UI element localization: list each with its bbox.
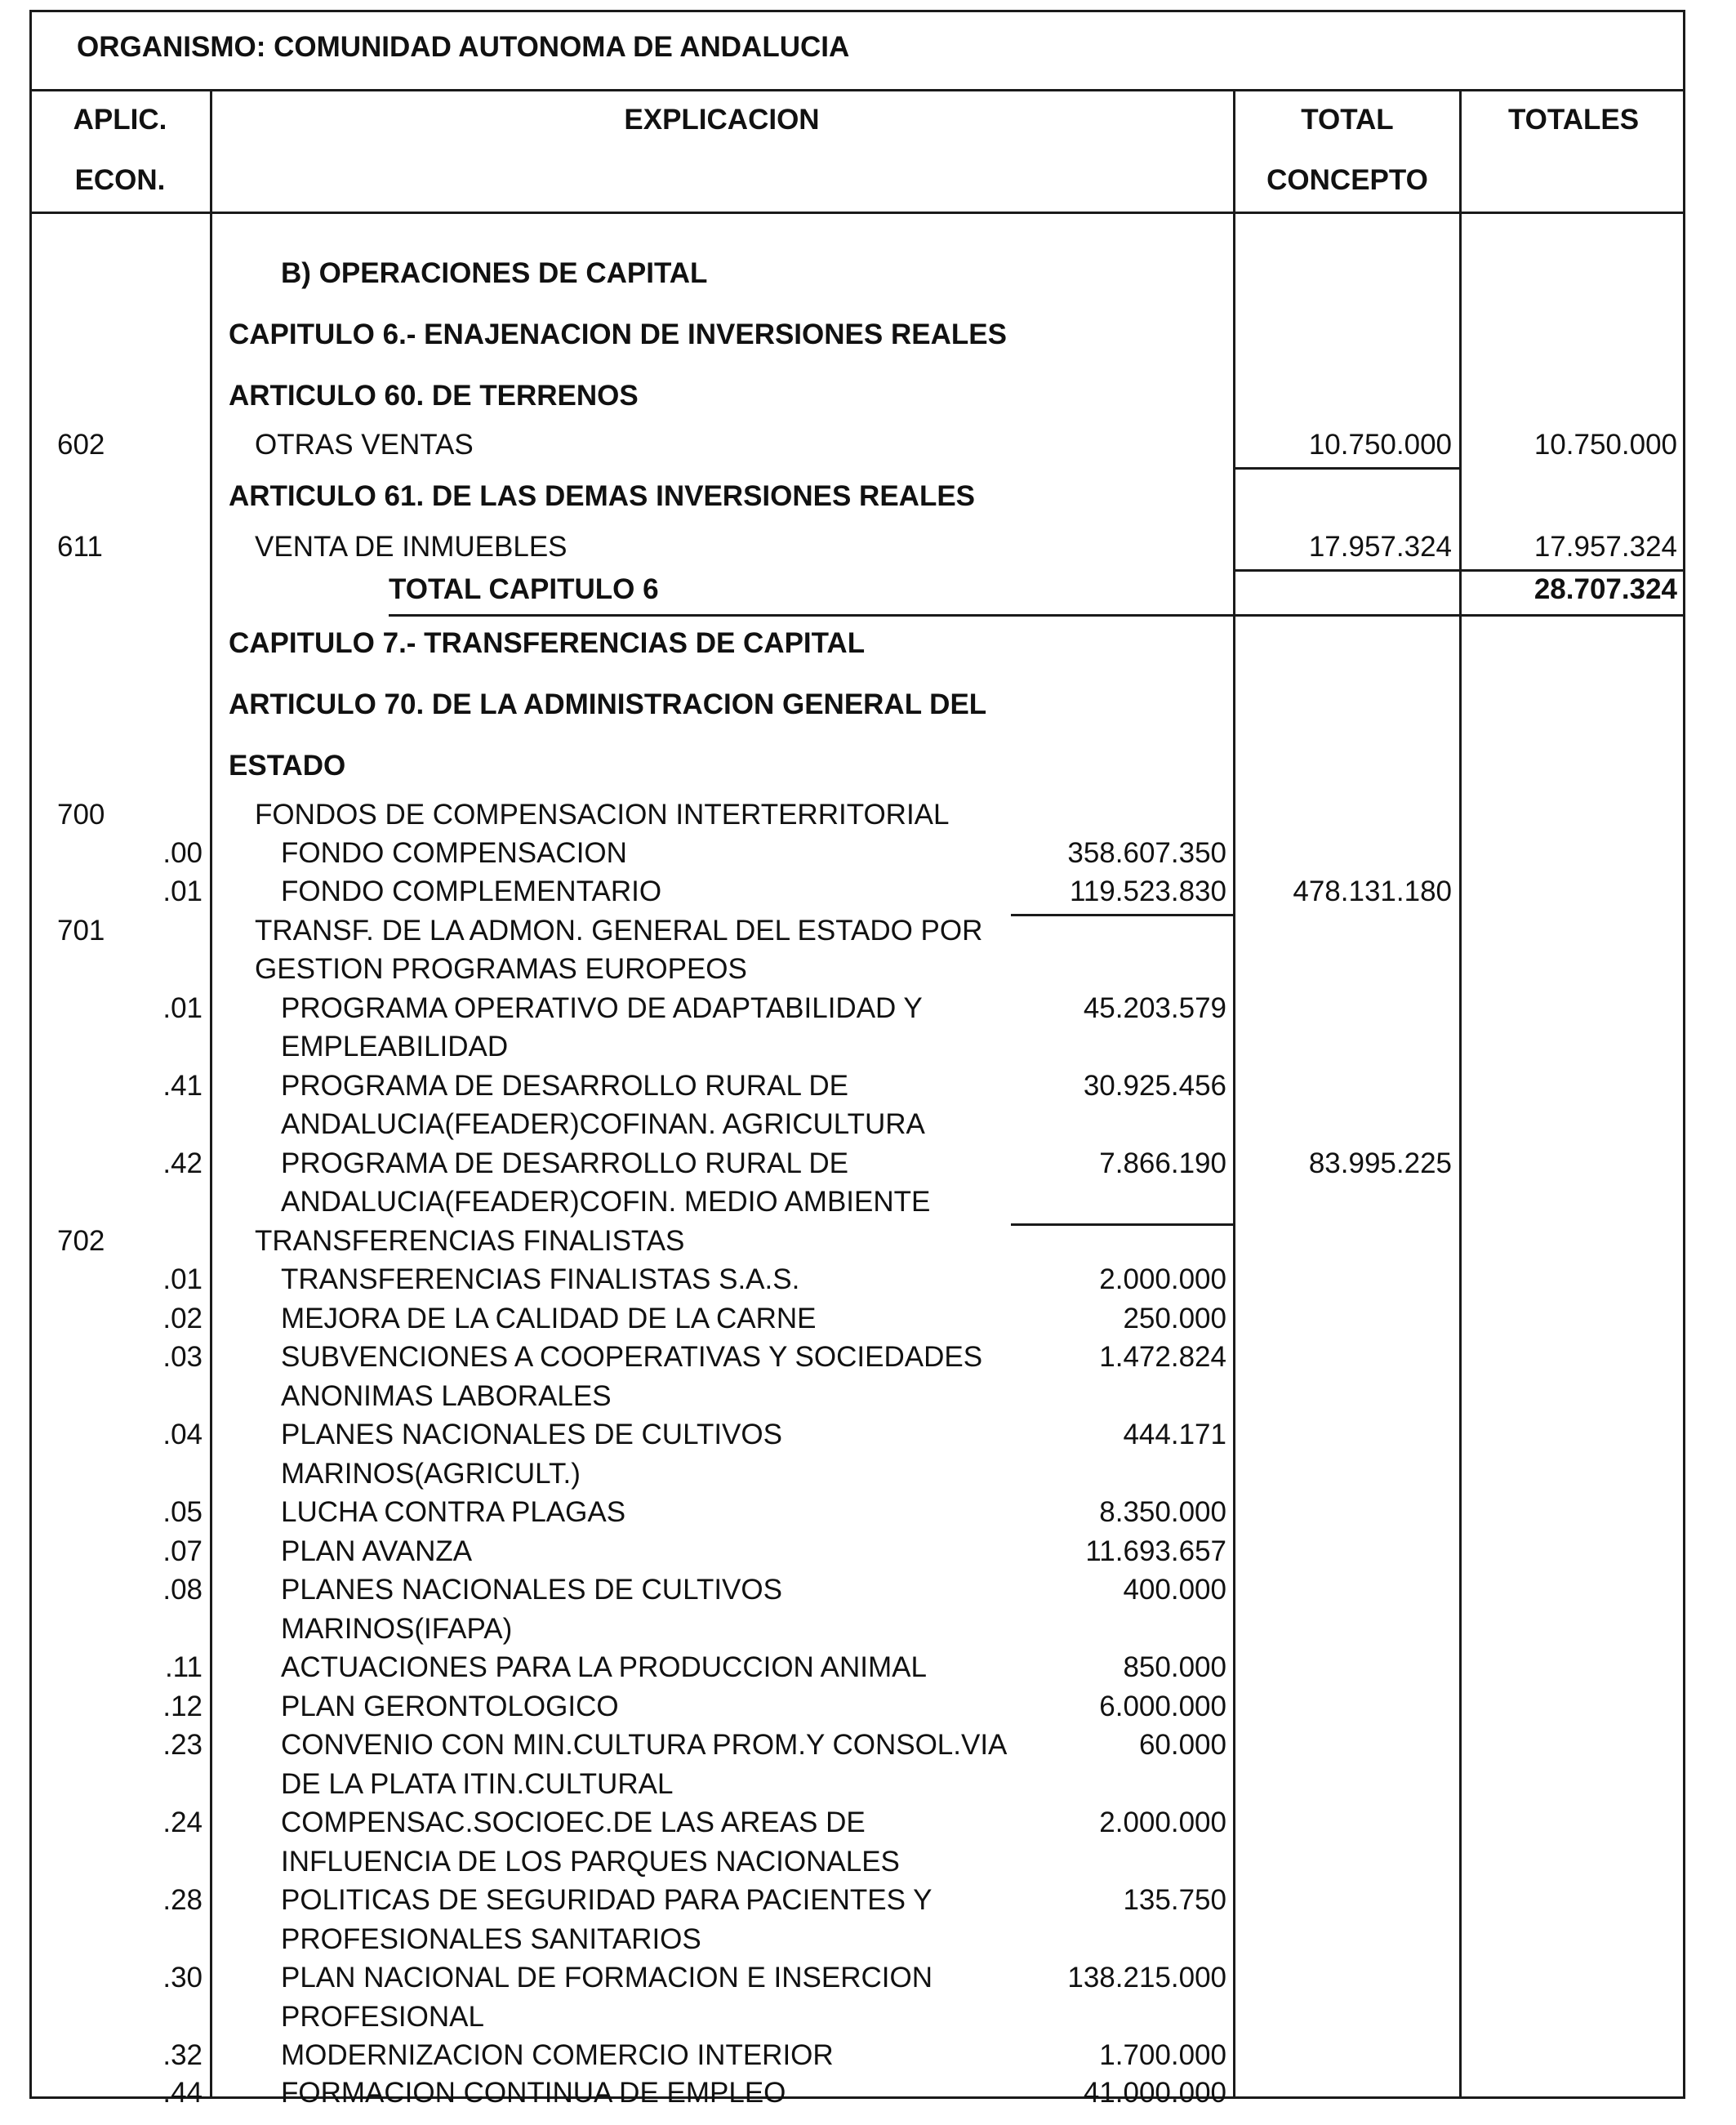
row-subcode: .05 <box>162 1496 203 1528</box>
row-subamount: 2.000.000 <box>1099 1806 1226 1838</box>
row-subamount: 119.523.830 <box>1069 875 1226 907</box>
row-subcode: .08 <box>162 1574 203 1606</box>
row-subamount: 135.750 <box>1123 1884 1226 1916</box>
row-label: ACTUACIONES PARA LA PRODUCCION ANIMAL <box>281 1651 927 1683</box>
row-subcode: .01 <box>162 992 203 1024</box>
row-code: 701 <box>57 915 105 947</box>
row-subcode: .04 <box>162 1419 203 1450</box>
row-label-cont: MARINOS(IFAPA) <box>281 1613 513 1645</box>
row-subamount: 250.000 <box>1123 1303 1226 1334</box>
row-label: PLAN GERONTOLOGICO <box>281 1691 619 1722</box>
row-label-cont: GESTION PROGRAMAS EUROPEOS <box>255 953 747 985</box>
article-heading: ARTICULO 61. DE LAS DEMAS INVERSIONES REALES <box>229 480 976 512</box>
row-concept-total: 478.131.180 <box>1293 875 1452 907</box>
col-divider-aplic <box>210 89 212 2099</box>
row-subcode: .11 <box>164 1651 203 1683</box>
row-subcode: .24 <box>162 1806 203 1838</box>
row-subcode: .02 <box>162 1303 203 1334</box>
row-subamount: 7.866.190 <box>1099 1147 1226 1179</box>
section-heading: B) OPERACIONES DE CAPITAL <box>281 257 708 289</box>
row-subcode: .30 <box>162 1962 203 1994</box>
subtotal-rule <box>1011 914 1233 916</box>
row-label: PLANES NACIONALES DE CULTIVOS <box>281 1419 782 1450</box>
row-label: MEJORA DE LA CALIDAD DE LA CARNE <box>281 1303 817 1334</box>
row-subamount: 400.000 <box>1123 1574 1226 1606</box>
row-subamount: 41.000.000 <box>1083 2077 1226 2109</box>
col-header-total-line1: TOTAL <box>1301 104 1394 136</box>
row-concept-total: 83.995.225 <box>1308 1147 1452 1179</box>
chapter-heading: CAPITULO 6.- ENAJENACION DE INVERSIONES REALES <box>229 319 1007 350</box>
row-subcode: .28 <box>162 1884 203 1916</box>
row-label: PLAN NACIONAL DE FORMACION E INSERCION <box>281 1962 933 1994</box>
chapter-total-rule <box>389 614 1685 617</box>
row-subamount: 2.000.000 <box>1099 1263 1226 1295</box>
row-subamount: 1.700.000 <box>1099 2039 1226 2071</box>
row-label: SUBVENCIONES A COOPERATIVAS Y SOCIEDADES <box>281 1341 983 1373</box>
subtotal-rule <box>1011 1223 1233 1226</box>
col-divider-total <box>1459 89 1462 2099</box>
row-label-cont: PROFESIONAL <box>281 2001 484 2033</box>
row-label: PLANES NACIONALES DE CULTIVOS <box>281 1574 782 1606</box>
col-header-total-line2: CONCEPTO <box>1266 164 1428 196</box>
row-label: TRANSF. DE LA ADMON. GENERAL DEL ESTADO POR <box>255 915 983 947</box>
col-header-aplic-line1: APLIC. <box>73 104 167 136</box>
row-subamount: 8.350.000 <box>1099 1496 1226 1528</box>
subtotal-rule <box>1235 467 1460 470</box>
row-label: FONDO COMPENSACION <box>281 837 627 869</box>
row-subamount: 6.000.000 <box>1099 1691 1226 1722</box>
row-code: 611 <box>57 531 103 563</box>
row-grand-total: 17.957.324 <box>1533 531 1677 563</box>
chapter-total-label: TOTAL CAPITULO 6 <box>389 573 659 605</box>
row-grand-total: 10.750.000 <box>1533 429 1677 461</box>
col-divider-explicacion <box>1233 89 1235 2099</box>
row-label-cont: INFLUENCIA DE LOS PARQUES NACIONALES <box>281 1846 900 1878</box>
column-header-divider <box>29 212 1685 214</box>
row-subcode: .12 <box>162 1691 203 1722</box>
row-subcode: .23 <box>162 1729 203 1761</box>
row-code: 602 <box>57 429 105 461</box>
row-label: FORMACION CONTINUA DE EMPLEO <box>281 2077 786 2109</box>
chapter-heading: CAPITULO 7.- TRANSFERENCIAS DE CAPITAL <box>229 627 866 659</box>
row-subcode: .44 <box>162 2077 203 2109</box>
article-heading-cont: ESTADO <box>229 750 346 782</box>
col-header-totales: TOTALES <box>1507 104 1640 136</box>
row-label-cont: EMPLEABILIDAD <box>281 1031 509 1062</box>
row-label-cont: ANDALUCIA(FEADER)COFINAN. AGRICULTURA <box>281 1108 925 1140</box>
row-subamount: 1.472.824 <box>1099 1341 1226 1373</box>
row-subcode: .32 <box>162 2039 203 2071</box>
row-subamount: 11.693.657 <box>1085 1535 1226 1567</box>
article-heading: ARTICULO 60. DE TERRENOS <box>229 380 639 412</box>
col-header-aplic-line2: ECON. <box>74 164 166 196</box>
row-label: PLAN AVANZA <box>281 1535 473 1567</box>
organismo-title: ORGANISMO: COMUNIDAD AUTONOMA DE ANDALUCIA <box>77 31 850 63</box>
row-subamount: 45.203.579 <box>1083 992 1226 1024</box>
row-label-cont: ANONIMAS LABORALES <box>281 1380 612 1412</box>
header-divider <box>29 89 1685 91</box>
row-label-cont: MARINOS(AGRICULT.) <box>281 1458 581 1490</box>
row-subamount: 60.000 <box>1138 1729 1226 1761</box>
row-label: COMPENSAC.SOCIOEC.DE LAS AREAS DE <box>281 1806 866 1838</box>
row-subamount: 30.925.456 <box>1083 1070 1226 1102</box>
row-label: FONDOS DE COMPENSACION INTERTERRITORIAL <box>255 799 950 831</box>
subtotal-rule <box>1235 569 1685 572</box>
row-subamount: 358.607.350 <box>1067 837 1226 869</box>
row-label: PROGRAMA DE DESARROLLO RURAL DE <box>281 1070 848 1102</box>
row-subamount: 444.171 <box>1123 1419 1226 1450</box>
row-label: TRANSFERENCIAS FINALISTAS <box>255 1225 685 1257</box>
row-subamount: 850.000 <box>1123 1651 1226 1683</box>
row-concept-total: 17.957.324 <box>1308 531 1452 563</box>
row-code: 700 <box>57 799 105 831</box>
row-label: POLITICAS DE SEGURIDAD PARA PACIENTES Y <box>281 1884 933 1916</box>
row-subcode: .41 <box>162 1070 203 1102</box>
row-label: LUCHA CONTRA PLAGAS <box>281 1496 626 1528</box>
row-label: PROGRAMA DE DESARROLLO RURAL DE <box>281 1147 848 1179</box>
row-label: CONVENIO CON MIN.CULTURA PROM.Y CONSOL.VIA <box>281 1729 1008 1761</box>
row-subcode: .07 <box>162 1535 203 1567</box>
row-subcode: .01 <box>162 875 203 907</box>
row-label: PROGRAMA OPERATIVO DE ADAPTABILIDAD Y <box>281 992 923 1024</box>
row-label-cont: ANDALUCIA(FEADER)COFIN. MEDIO AMBIENTE <box>281 1186 931 1218</box>
row-subcode: .01 <box>162 1263 203 1295</box>
row-label: OTRAS VENTAS <box>255 429 474 461</box>
row-subcode: .03 <box>162 1341 203 1373</box>
row-code: 702 <box>57 1225 105 1257</box>
row-label-cont: DE LA PLATA ITIN.CULTURAL <box>281 1768 674 1800</box>
row-subamount: 138.215.000 <box>1067 1962 1226 1994</box>
row-concept-total: 10.750.000 <box>1308 429 1452 461</box>
row-label-cont: PROFESIONALES SANITARIOS <box>281 1923 701 1955</box>
row-label: VENTA DE INMUEBLES <box>255 531 568 563</box>
article-heading: ARTICULO 70. DE LA ADMINISTRACION GENERAL DEL <box>229 688 987 720</box>
row-label: MODERNIZACION COMERCIO INTERIOR <box>281 2039 834 2071</box>
row-label: TRANSFERENCIAS FINALISTAS S.A.S. <box>281 1263 800 1295</box>
row-subcode: .00 <box>162 837 203 869</box>
row-label: FONDO COMPLEMENTARIO <box>281 875 662 907</box>
row-subcode: .42 <box>162 1147 203 1179</box>
col-header-explicacion: EXPLICACION <box>624 104 820 136</box>
chapter-total-value: 28.707.324 <box>1533 573 1677 605</box>
